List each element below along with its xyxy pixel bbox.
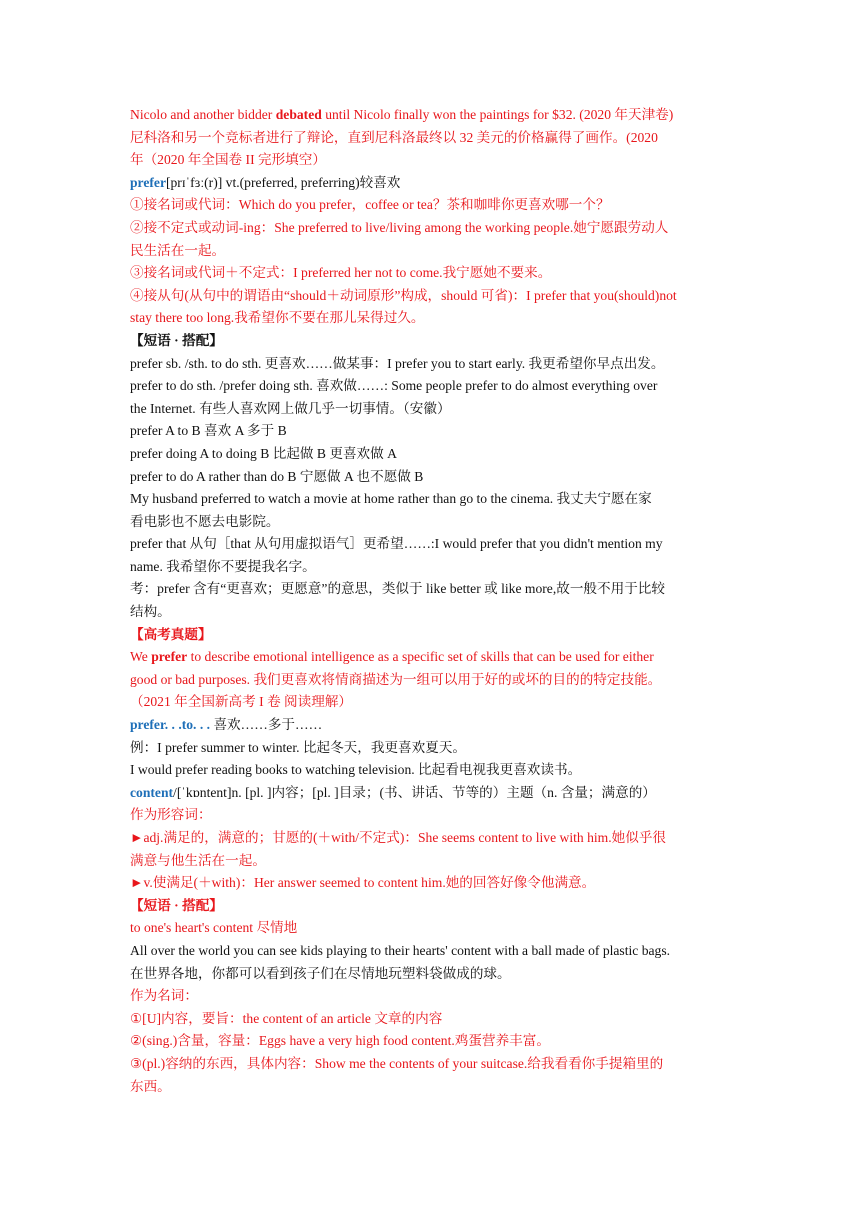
text-segment: My husband preferred to watch a movie at home rather than go to the cinema. 我丈夫宁愿在家 xyxy=(130,491,652,507)
text-segment: good or bad purposes. 我们更喜欢将情商描述为一组可以用于好的或坏的目的的特定技能。 xyxy=(130,671,662,687)
document-page xyxy=(130,104,734,1098)
headword: prefer. . .to. . . xyxy=(130,717,211,733)
text-segment: /[ˈkɒntent]n. [pl. ]内容；[pl. ]目录；(书、讲话、节等的）主题（n. 含量；满意的） xyxy=(173,784,656,800)
text-segment: ②(sing.)含量，容量：Eggs have a very high food content.鸡蛋营养丰富。 xyxy=(130,1033,550,1049)
text-segment: （2021 年全国新高考 I 卷 阅读理解） xyxy=(130,694,353,710)
text-segment: debated xyxy=(275,107,322,122)
text-line xyxy=(130,1076,734,1099)
text-segment: 结构。 xyxy=(130,604,171,620)
headword: prefer xyxy=(130,174,166,190)
text-segment: 年（2020 年全国卷 II 完形填空） xyxy=(130,152,326,168)
text-line xyxy=(130,691,734,714)
text-segment: to describe emotional intelligence as a specific set of skills that can be used for either xyxy=(187,649,654,665)
text-line xyxy=(130,578,734,601)
text-segment: prefer to do A rather than do B 宁愿做 A 也不愿做 B xyxy=(130,468,424,484)
text-line xyxy=(130,285,734,308)
text-line xyxy=(130,985,734,1008)
text-line xyxy=(130,556,734,579)
text-line xyxy=(130,759,734,782)
text-line xyxy=(130,669,734,692)
text-segment: ②接不定式或动词-ing：She preferred to live/living among the working people.她宁愿跟劳动人 xyxy=(130,219,669,235)
text-segment: All over the world you can see kids playing to their hearts' content with a ball made of plastic bags. xyxy=(130,942,671,958)
text-line xyxy=(130,782,734,805)
text-segment: 例：I prefer summer to winter. 比起冬天，我更喜欢夏天。 xyxy=(130,739,467,755)
text-segment: prefer to do sth. /prefer doing sth. 喜欢做……: Some people prefer to do almost everything over xyxy=(130,378,658,394)
text-line xyxy=(130,917,734,940)
text-segment: ③(pl.)容纳的东西，具体内容：Show me the contents of your suitcase.给我看看你手提箱里的 xyxy=(130,1055,664,1071)
text-line xyxy=(130,511,734,534)
text-segment: We xyxy=(130,649,152,665)
text-line xyxy=(130,330,734,353)
text-line xyxy=(130,149,734,172)
text-line xyxy=(130,646,734,669)
text-line xyxy=(130,353,734,376)
headword: content xyxy=(130,784,174,800)
text-line xyxy=(130,240,734,263)
text-segment: prefer sb. /sth. to do sth. 更喜欢……做某事：I prefer you to start early. 我更希望你早点出发。 xyxy=(130,355,665,371)
text-line xyxy=(130,1053,734,1076)
text-segment: 满意与他生活在一起。 xyxy=(130,852,266,868)
text-segment: 在世界各地，你都可以看到孩子们在尽情地玩塑料袋做成的球。 xyxy=(130,965,511,981)
text-line xyxy=(130,443,734,466)
text-line xyxy=(130,127,734,150)
text-segment: 考：prefer 含有“更喜欢；更愿意”的意思，类似于 like better 或 like more,故一般不用于比较 xyxy=(130,581,665,597)
text-line xyxy=(130,172,734,195)
text-segment: 看电影也不愿去电影院。 xyxy=(130,513,280,529)
text-line xyxy=(130,963,734,986)
text-line xyxy=(130,533,734,556)
text-line xyxy=(130,398,734,421)
text-line xyxy=(130,872,734,895)
text-segment: 东西。 xyxy=(130,1078,171,1094)
text-segment: 作为形容词： xyxy=(130,807,212,823)
text-segment: ①[U]内容，要旨：the content of an article 文章的内容 xyxy=(130,1010,443,1026)
text-segment: stay there too long.我希望你不要在那儿呆得过久。 xyxy=(130,310,425,326)
text-line xyxy=(130,375,734,398)
text-segment: ④接从句(从句中的谓语由“should＋动词原形”构成，should 可省)：I prefer that you(should)not xyxy=(130,287,677,303)
text-segment: 作为名词： xyxy=(130,988,198,1004)
text-segment: prefer A to B 喜欢 A 多于 B xyxy=(130,423,287,439)
text-line xyxy=(130,194,734,217)
text-segment: the Internet. 有些人喜欢网上做几乎一切事情。（安徽） xyxy=(130,400,451,416)
text-segment: name. 我希望你不要提我名字。 xyxy=(130,558,316,574)
text-segment: 尼科洛和另一个竞标者进行了辩论，直到尼科洛最终以 32 美元的价格赢得了画作。(2020 xyxy=(130,129,658,145)
text-segment: 民生活在一起。 xyxy=(130,242,226,258)
text-line xyxy=(130,104,734,127)
text-line xyxy=(130,420,734,443)
text-line xyxy=(130,217,734,240)
text-line xyxy=(130,624,734,647)
text-segment: 【短语 · 搭配】 xyxy=(130,897,223,913)
text-segment: 喜欢……多于…… xyxy=(210,717,323,733)
text-segment: to one's heart's content 尽情地 xyxy=(130,920,298,936)
text-line xyxy=(130,895,734,918)
text-segment: [prɪˈfɜː(r)] vt.(preferred, preferring)较喜欢 xyxy=(165,174,401,190)
text-line xyxy=(130,1030,734,1053)
text-segment: prefer doing A to doing B 比起做 B 更喜欢做 A xyxy=(130,445,397,461)
text-segment: I would prefer reading books to watching television. 比起看电视我更喜欢读书。 xyxy=(130,762,582,778)
text-line xyxy=(130,262,734,285)
text-line xyxy=(130,1008,734,1031)
text-segment: ①接名词或代词：Which do you prefer，coffee or tea？茶和咖啡你更喜欢哪一个？ xyxy=(130,197,610,213)
text-segment: ►v.使满足(＋with)：Her answer seemed to content him.她的回答好像令他满意。 xyxy=(130,875,596,891)
text-line xyxy=(130,804,734,827)
text-segment: 【短语 · 搭配】 xyxy=(130,332,223,348)
text-segment: until Nicolo finally won the paintings for $32. (2020 年天津卷) xyxy=(321,107,674,122)
text-line xyxy=(130,850,734,873)
text-line xyxy=(130,737,734,760)
text-segment: ►adj.满足的，满意的；甘愿的(＋with/不定式)：She seems content to live with him.她似乎很 xyxy=(130,830,667,845)
text-line xyxy=(130,601,734,624)
text-segment: prefer xyxy=(151,649,188,665)
text-segment: ③接名词或代词＋不定式：I preferred her not to come.我宁愿她不要来。 xyxy=(130,265,552,281)
text-line xyxy=(130,307,734,330)
text-line xyxy=(130,827,734,850)
text-segment: prefer that 从句［that 从句用虚拟语气］更希望……:I would prefer that you didn't mention my xyxy=(130,536,663,552)
text-segment: Nicolo and another bidder xyxy=(130,107,276,122)
text-line xyxy=(130,714,734,737)
text-segment: 【高考真题】 xyxy=(130,626,212,642)
text-line xyxy=(130,466,734,489)
text-line xyxy=(130,488,734,511)
text-line xyxy=(130,940,734,963)
